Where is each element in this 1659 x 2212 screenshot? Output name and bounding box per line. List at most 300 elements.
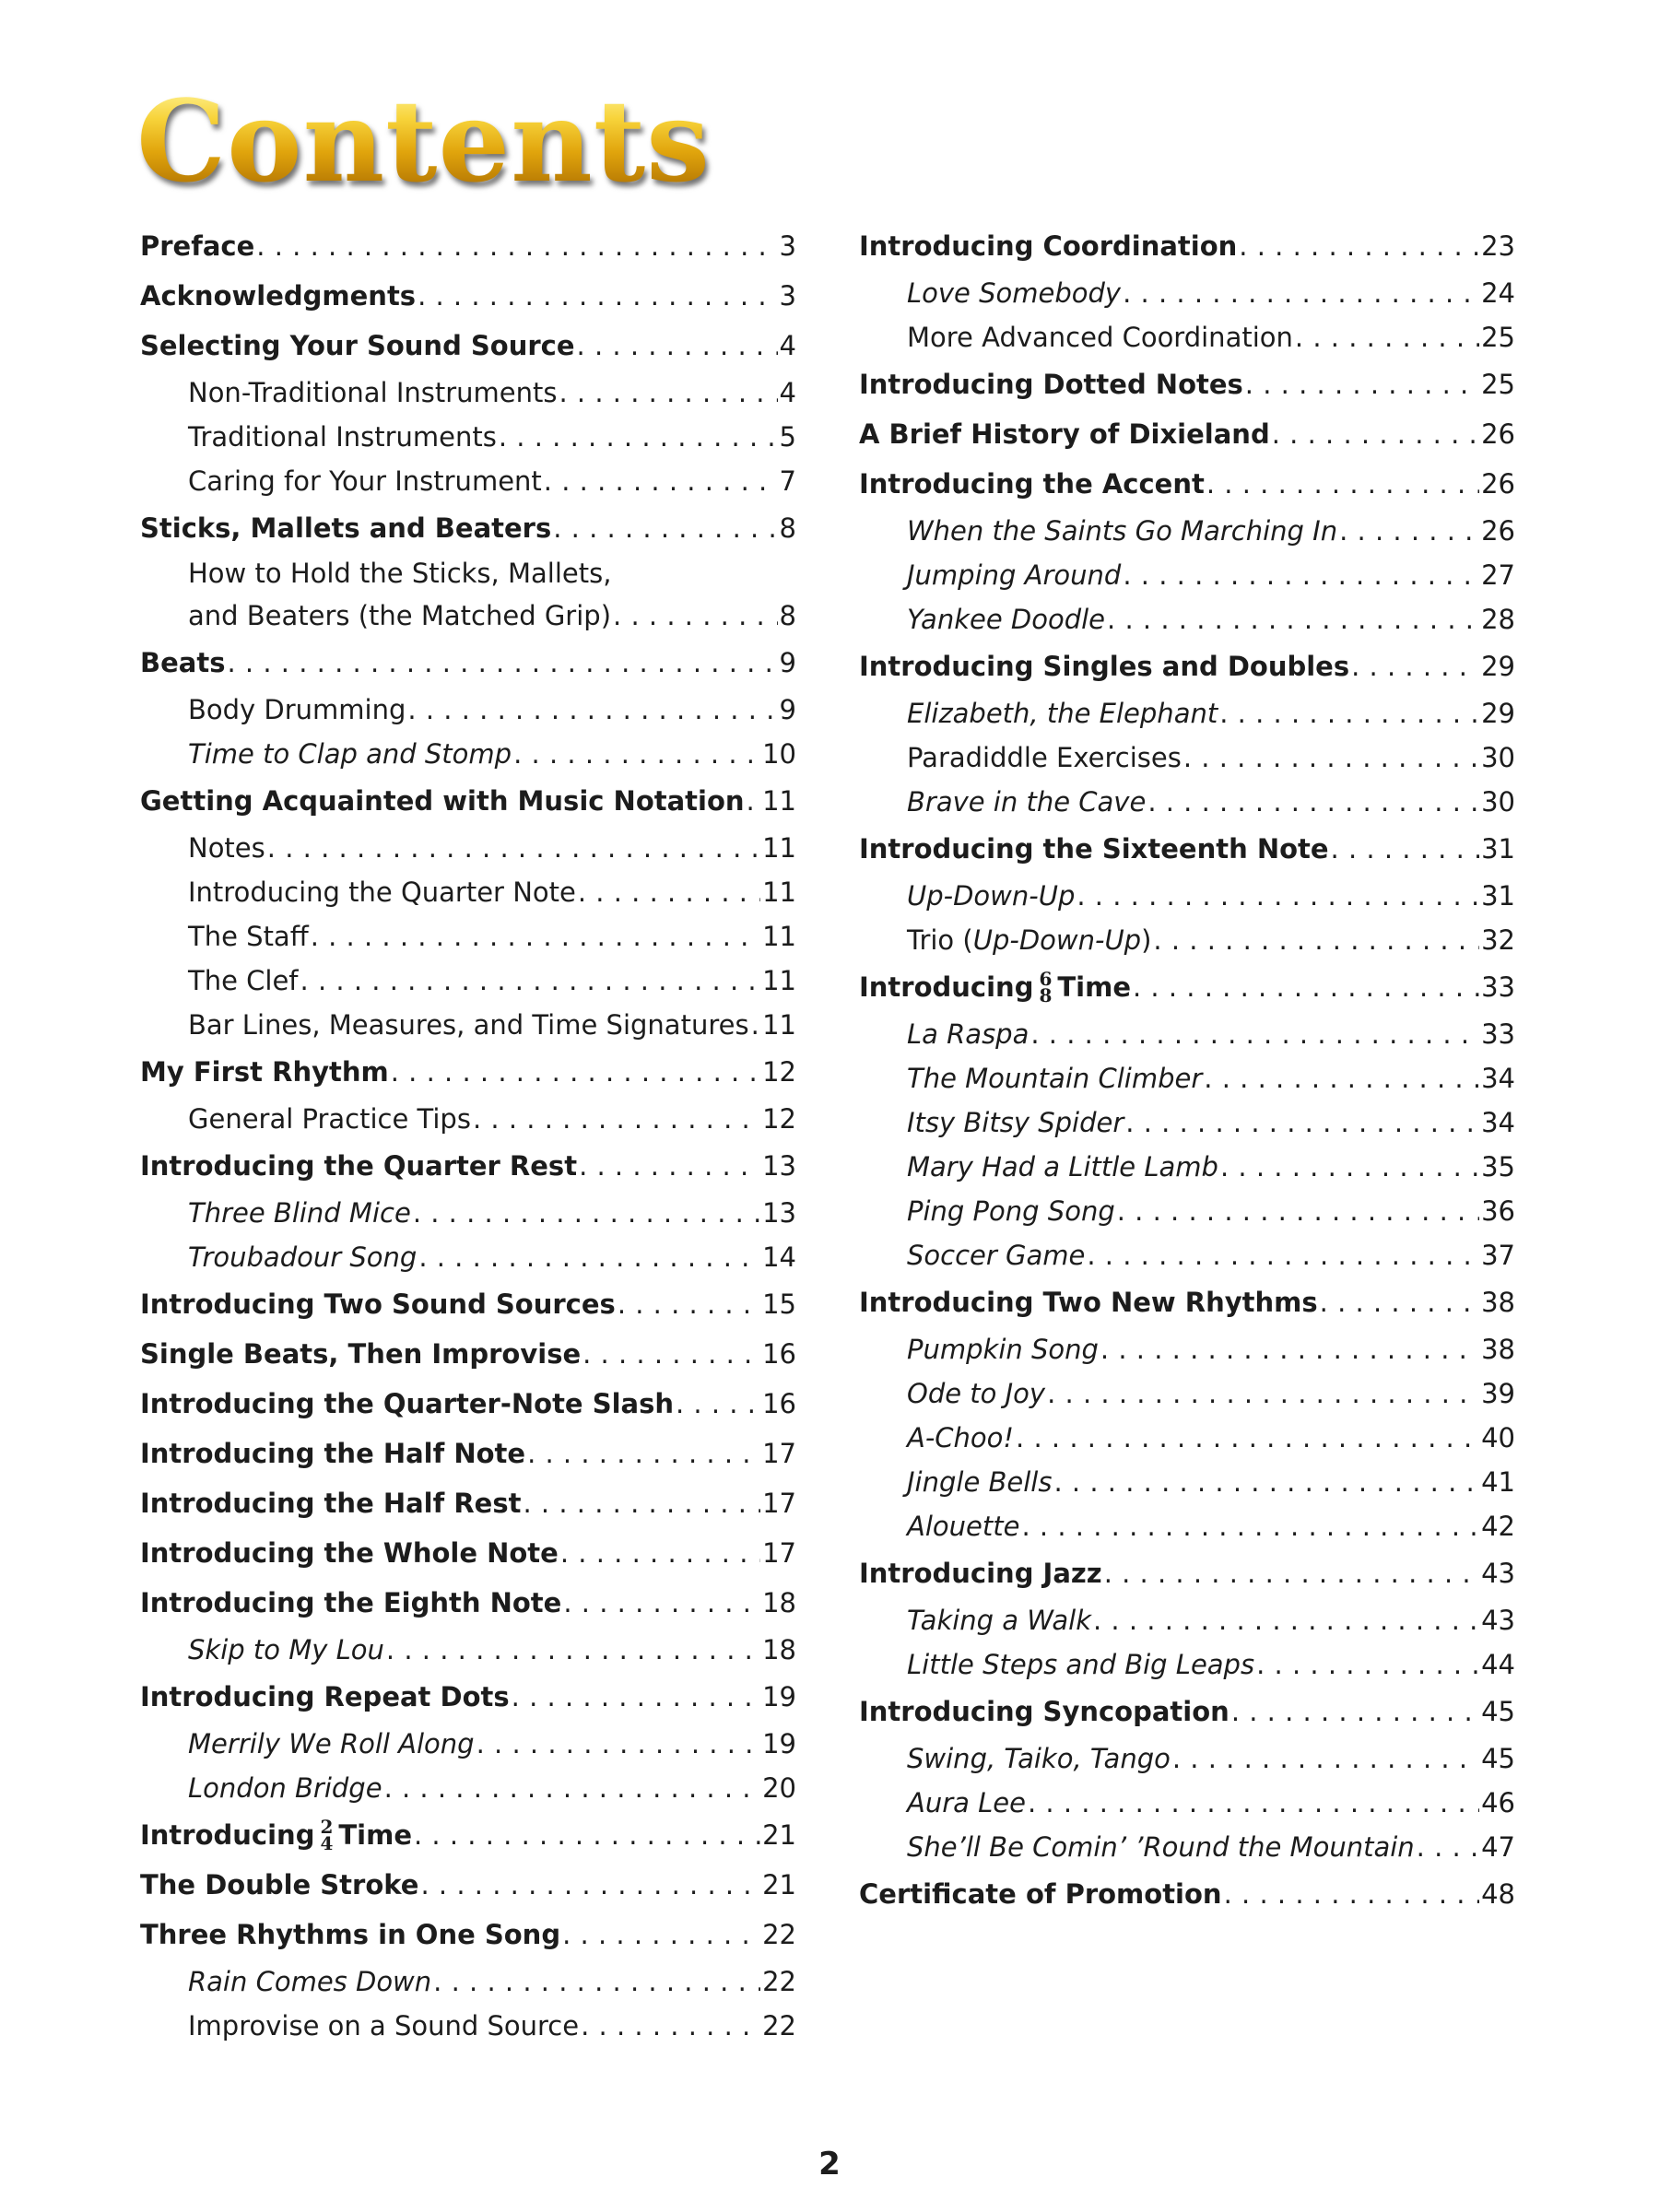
page-ref: 13 <box>762 1197 796 1229</box>
toc-entry-sub[interactable] <box>140 459 796 503</box>
entry-label: Introducing the Eighth Note <box>140 1587 562 1618</box>
entry-label: Merrily We Roll Along <box>188 1728 475 1759</box>
page-ref: 30 <box>1481 786 1515 818</box>
entry-label: La Raspa <box>907 1018 1030 1050</box>
dot-leader <box>579 1141 760 1191</box>
entry-label: Introducing Coordination <box>859 230 1238 262</box>
toc-entry-main[interactable] <box>859 221 1515 271</box>
dot-leader <box>560 1528 760 1578</box>
toc-entry-sub[interactable] <box>859 1642 1515 1687</box>
page-ref: 9 <box>779 694 796 725</box>
dot-leader <box>582 1329 760 1379</box>
page-ref: 11 <box>762 877 796 908</box>
time-signature-denominator: 4 <box>320 1832 334 1854</box>
entry-label: Alouette <box>907 1511 1020 1542</box>
toc-entry-main[interactable] <box>859 962 1515 1012</box>
toc-entry-sub[interactable] <box>140 688 796 732</box>
entry-label: Love Somebody <box>907 277 1122 309</box>
dot-leader <box>1123 553 1479 597</box>
time-signature-numerator: 6 <box>1039 968 1053 990</box>
page-ref: 34 <box>1481 1107 1515 1138</box>
toc-entry-sub[interactable] <box>859 1460 1515 1504</box>
dot-leader <box>1239 221 1479 271</box>
page-ref: 5 <box>779 421 796 453</box>
label-text: Time <box>338 1819 412 1851</box>
toc-entry-sub[interactable] <box>859 1145 1515 1189</box>
page-ref: 41 <box>1481 1466 1515 1498</box>
toc-entry-main[interactable] <box>140 221 796 271</box>
toc-entry-main[interactable] <box>859 1277 1515 1327</box>
toc-entry-main[interactable] <box>140 321 796 371</box>
dot-leader <box>1100 1327 1479 1371</box>
entry-label: A Brief History of Dixieland <box>859 418 1270 450</box>
entry-label <box>140 1810 412 1860</box>
page-ref: 21 <box>762 1869 796 1900</box>
page-ref: 20 <box>762 1772 796 1804</box>
dot-leader <box>553 503 777 553</box>
page-ref: 26 <box>1481 468 1515 500</box>
toc-entry-sub[interactable] <box>140 2004 796 2048</box>
entry-label: Paradiddle Exercises <box>907 742 1182 773</box>
entry-label: When the Saints Go Marching In <box>907 515 1338 547</box>
dot-leader <box>1053 1460 1479 1504</box>
entry-label: Jumping Around <box>907 559 1122 591</box>
entry-label: Troubadour Song <box>188 1241 418 1273</box>
dot-leader <box>1087 1233 1479 1277</box>
entry-label: Traditional Instruments <box>188 421 497 453</box>
dot-leader <box>1123 271 1479 315</box>
dot-leader <box>676 1379 760 1429</box>
toc-entry-sub[interactable] <box>859 1189 1515 1233</box>
toc-entry-sub[interactable] <box>140 415 796 459</box>
toc-entry-sub[interactable] <box>859 509 1515 553</box>
dot-leader <box>473 1097 760 1141</box>
page-ref: 4 <box>779 330 796 361</box>
dot-leader <box>1077 874 1479 918</box>
toc-entry-sub[interactable] <box>859 691 1515 735</box>
page-ref: 28 <box>1481 604 1515 635</box>
page-number: 2 <box>818 2146 841 2183</box>
toc-entry-sub[interactable] <box>859 1371 1515 1416</box>
page-ref: 26 <box>1481 418 1515 450</box>
entry-label: Up-Down-Up <box>907 880 1076 912</box>
toc-entry-sub[interactable] <box>859 1825 1515 1869</box>
entry-label: Single Beats, Then Improvise <box>140 1338 582 1370</box>
toc-entry-main[interactable] <box>140 1672 796 1722</box>
page-ref: 21 <box>762 1819 796 1851</box>
label-text: Time <box>1057 971 1131 1003</box>
page-ref: 19 <box>762 1681 796 1712</box>
page-ref: 29 <box>1481 698 1515 729</box>
dot-leader <box>499 415 778 459</box>
toc-entry-sub[interactable] <box>859 1781 1515 1825</box>
page-ref: 16 <box>762 1388 796 1419</box>
dot-leader <box>1117 1189 1479 1233</box>
dot-leader <box>477 1722 761 1766</box>
entry-label: Notes <box>188 832 265 864</box>
toc-entry-sub[interactable] <box>859 1736 1515 1781</box>
entry-label: The Staff <box>188 921 309 952</box>
dot-leader <box>414 1810 760 1860</box>
page-ref: 7 <box>779 465 796 497</box>
entry-label: Beats <box>140 647 226 678</box>
toc-entry-sub[interactable] <box>859 1504 1515 1548</box>
toc-entry-main[interactable] <box>859 824 1515 874</box>
toc-entry-sub[interactable] <box>859 1100 1515 1145</box>
page-ref: 45 <box>1481 1696 1515 1727</box>
toc-entry-sub[interactable] <box>140 826 796 870</box>
entry-label: Introducing Syncopation <box>859 1696 1230 1727</box>
entry-label: Rain Comes Down <box>188 1966 432 1997</box>
toc-entry-main[interactable] <box>140 1478 796 1528</box>
toc-entry-sub[interactable] <box>859 874 1515 918</box>
entry-label <box>907 918 1151 962</box>
dot-leader <box>1339 509 1479 553</box>
page-ref: 8 <box>779 512 796 544</box>
entry-label: Acknowledgments <box>140 280 417 312</box>
page-ref: 31 <box>1481 833 1515 865</box>
entry-label: Preface <box>140 230 255 262</box>
dot-leader <box>1030 1012 1479 1056</box>
page-ref: 42 <box>1481 1511 1515 1542</box>
toc-entry-sub[interactable] <box>140 914 796 959</box>
page-ref: 33 <box>1481 971 1515 1003</box>
entry-label: How to Hold the Sticks, Mallets, <box>188 558 612 589</box>
entry-label: Three Blind Mice <box>188 1197 411 1229</box>
dot-leader <box>1231 1687 1479 1736</box>
dot-leader <box>1016 1416 1479 1460</box>
entry-label: Yankee Doodle <box>907 604 1106 635</box>
dot-leader <box>1125 1100 1479 1145</box>
entry-label: Itsy Bitsy Spider <box>907 1107 1124 1138</box>
time-signature <box>1039 968 1053 1006</box>
entry-label: My First Rhythm <box>140 1056 389 1088</box>
toc-entry-sub[interactable] <box>859 271 1515 315</box>
page-ref: 24 <box>1481 277 1515 309</box>
toc-entry-main[interactable] <box>140 271 796 321</box>
entry-label: Skip to My Lou <box>188 1634 384 1665</box>
page-ref: 48 <box>1481 1878 1515 1910</box>
toc-entry-sub[interactable] <box>140 553 796 594</box>
toc-entry-sub[interactable] <box>859 780 1515 824</box>
toc-entry-main[interactable] <box>140 1279 796 1329</box>
toc-entry-main[interactable] <box>859 359 1515 409</box>
entry-label: Introducing the Whole Note <box>140 1537 559 1569</box>
dot-leader <box>523 1478 760 1528</box>
page-ref: 4 <box>779 377 796 408</box>
dot-leader <box>1417 1825 1479 1869</box>
entry-label: Swing, Taiko, Tango <box>907 1743 1171 1774</box>
toc-entry-sub[interactable] <box>859 553 1515 597</box>
page-ref: 23 <box>1481 230 1515 262</box>
page-ref: 44 <box>1481 1649 1515 1680</box>
toc-entry-main[interactable] <box>859 1869 1515 1919</box>
toc-entry-sub[interactable] <box>140 732 796 776</box>
dot-leader <box>1320 1277 1479 1327</box>
page-ref: 17 <box>762 1488 796 1519</box>
dot-leader <box>386 1628 760 1672</box>
entry-label: She’ll Be Comin’ ’Round the Mountain <box>907 1831 1415 1863</box>
entry-label: Soccer Game <box>907 1240 1086 1271</box>
dot-leader <box>577 321 778 371</box>
toc-entry-sub[interactable] <box>859 1327 1515 1371</box>
toc-entry-main[interactable] <box>140 1528 796 1578</box>
toc-entry-sub[interactable] <box>859 597 1515 641</box>
dot-leader <box>559 371 778 415</box>
dot-leader <box>1153 918 1479 962</box>
page-ref: 18 <box>762 1634 796 1665</box>
dot-leader <box>256 221 777 271</box>
page-ref: 14 <box>762 1241 796 1273</box>
dot-leader <box>1351 641 1479 691</box>
page-ref: 22 <box>762 2010 796 2041</box>
entry-label: Introducing Two New Rhythms <box>859 1287 1318 1318</box>
dot-leader <box>267 826 760 870</box>
entry-label: Brave in the Cave <box>907 786 1147 818</box>
toc-entry-main[interactable] <box>140 1810 796 1860</box>
entry-label: Ping Pong Song <box>907 1195 1115 1227</box>
toc-column-left <box>140 221 796 2048</box>
entry-label: Introducing Jazz <box>859 1558 1102 1589</box>
dot-leader <box>581 2004 760 2048</box>
entry-label: Caring for Your Instrument <box>188 465 542 497</box>
entry-label: Certificate of Promotion <box>859 1878 1222 1910</box>
dot-leader <box>433 1959 760 2004</box>
page-ref: 16 <box>762 1338 796 1370</box>
toc-entry-sub[interactable] <box>140 1766 796 1810</box>
entry-label: The Clef <box>188 965 299 996</box>
dot-leader <box>420 1860 760 1910</box>
toc-entry-main[interactable] <box>859 1548 1515 1598</box>
time-signature-denominator: 8 <box>1039 984 1053 1006</box>
toc-entry-main[interactable] <box>140 638 796 688</box>
toc-entry-sub[interactable] <box>140 1097 796 1141</box>
page-ref: 11 <box>762 832 796 864</box>
toc-entry-main[interactable] <box>859 641 1515 691</box>
entry-label: Introducing Singles and Doubles <box>859 651 1350 682</box>
entry-label: Sticks, Mallets and Beaters <box>140 512 552 544</box>
entry-label: Little Steps and Big Leaps <box>907 1649 1255 1680</box>
entry-label: Pumpkin Song <box>907 1334 1099 1365</box>
dot-leader <box>613 594 778 638</box>
toc-entry-main[interactable] <box>140 1910 796 1959</box>
dot-leader <box>418 271 777 321</box>
page-ref: 39 <box>1481 1378 1515 1409</box>
time-signature-numerator: 2 <box>320 1816 334 1838</box>
dot-leader <box>618 1279 760 1329</box>
toc-entry-sub[interactable] <box>140 1959 796 2004</box>
toc-entry-main[interactable] <box>140 1379 796 1429</box>
entry-label: Non-Traditional Instruments <box>188 377 558 408</box>
dot-leader <box>1220 1145 1479 1189</box>
toc-entry-main[interactable] <box>140 503 796 553</box>
dot-leader <box>513 732 760 776</box>
dot-leader <box>1028 1781 1479 1825</box>
label-text: Introducing <box>859 971 1034 1003</box>
page-ref: 22 <box>762 1919 796 1950</box>
page-ref: 26 <box>1481 515 1515 547</box>
page-ref: 17 <box>762 1537 796 1569</box>
toc-entry-main[interactable] <box>140 1047 796 1097</box>
toc-entry-sub[interactable] <box>140 371 796 415</box>
toc-entry-main[interactable] <box>859 409 1515 459</box>
page-ref: 19 <box>762 1728 796 1759</box>
page-ref: 46 <box>1481 1787 1515 1818</box>
page-ref: 22 <box>762 1966 796 1997</box>
toc-entry-main[interactable] <box>140 1329 796 1379</box>
dot-leader <box>563 1578 760 1628</box>
page-ref: 37 <box>1481 1240 1515 1271</box>
entry-label: A-Choo! <box>907 1422 1015 1453</box>
toc-entry-sub[interactable] <box>140 1628 796 1672</box>
toc-entry-sub[interactable] <box>140 959 796 1003</box>
toc-entry-sub[interactable] <box>859 735 1515 780</box>
page-ref: 38 <box>1481 1334 1515 1365</box>
toc-entry-main[interactable] <box>140 1860 796 1910</box>
dot-leader <box>407 688 777 732</box>
toc-entry-main[interactable] <box>859 1687 1515 1736</box>
toc-entry-sub[interactable] <box>140 1191 796 1235</box>
dot-leader <box>1133 962 1479 1012</box>
dot-leader <box>1204 1056 1479 1100</box>
entry-label: Introducing Dotted Notes <box>859 369 1243 400</box>
page-ref: 10 <box>762 738 796 770</box>
page-ref: 32 <box>1481 924 1515 956</box>
page-ref: 29 <box>1481 651 1515 682</box>
toc-entry-sub[interactable] <box>859 1056 1515 1100</box>
dot-leader <box>1219 691 1479 735</box>
toc-entry-sub[interactable] <box>859 918 1515 962</box>
entry-label: Getting Acquainted with Music Notation <box>140 785 745 817</box>
entry-label: Taking a Walk <box>907 1605 1091 1636</box>
page-ref: 34 <box>1481 1063 1515 1094</box>
page-ref: 11 <box>762 785 796 817</box>
dot-leader <box>1206 459 1479 509</box>
page-ref: 31 <box>1481 880 1515 912</box>
entry-label: Jingle Bells <box>907 1466 1053 1498</box>
entry-label: Aura Lee <box>907 1787 1026 1818</box>
entry-label <box>859 962 1131 1012</box>
dot-leader <box>751 1003 761 1047</box>
label-text: Introducing <box>140 1819 315 1851</box>
entry-label: Introducing the Quarter Note <box>188 877 576 908</box>
toc-entry-main[interactable] <box>140 1141 796 1191</box>
page-ref: 43 <box>1481 1558 1515 1589</box>
toc-entry-sub[interactable] <box>859 1012 1515 1056</box>
dot-leader <box>578 870 760 914</box>
dot-leader <box>227 638 777 688</box>
label-text: ) <box>1141 924 1152 956</box>
entry-label: More Advanced Coordination <box>907 322 1293 353</box>
entry-label: and Beaters (the Matched Grip) <box>188 600 612 631</box>
time-signature <box>320 1818 333 1852</box>
dot-leader <box>1147 780 1479 824</box>
dot-leader <box>1272 409 1479 459</box>
entry-label: Introducing the Quarter-Note Slash <box>140 1388 674 1419</box>
page-ref: 12 <box>762 1056 796 1088</box>
page-ref: 47 <box>1481 1831 1515 1863</box>
toc-entry-sub[interactable] <box>140 594 796 638</box>
toc-entry-sub[interactable] <box>859 1233 1515 1277</box>
page-ref: 11 <box>762 965 796 996</box>
label-text: Trio ( <box>907 924 973 956</box>
dot-leader <box>1021 1504 1479 1548</box>
toc-entry-main[interactable] <box>859 459 1515 509</box>
toc-entry-sub[interactable] <box>859 1416 1515 1460</box>
dot-leader <box>418 1235 760 1279</box>
page-ref: 12 <box>762 1103 796 1135</box>
entry-label: Introducing the Accent <box>859 468 1205 500</box>
page-ref: 43 <box>1481 1605 1515 1636</box>
toc-entry-main[interactable] <box>140 776 796 826</box>
dot-leader <box>1093 1598 1479 1642</box>
dot-leader <box>1107 597 1479 641</box>
dot-leader <box>384 1766 761 1810</box>
entry-label: Selecting Your Sound Source <box>140 330 575 361</box>
page-ref: 3 <box>779 280 796 312</box>
toc-entry-sub[interactable] <box>140 1722 796 1766</box>
entry-label: General Practice Tips <box>188 1103 471 1135</box>
dot-leader <box>1224 1869 1480 1919</box>
entry-label: Introducing Two Sound Sources <box>140 1288 616 1320</box>
toc-entry-sub[interactable] <box>859 315 1515 359</box>
page-ref: 35 <box>1481 1151 1515 1182</box>
entry-label: Bar Lines, Measures, and Time Signatures <box>188 1009 749 1041</box>
page-ref: 45 <box>1481 1743 1515 1774</box>
entry-label: Introducing the Half Rest <box>140 1488 522 1519</box>
dot-leader <box>1331 824 1480 874</box>
page-ref: 30 <box>1481 742 1515 773</box>
toc-entry-sub[interactable] <box>140 1235 796 1279</box>
page-ref: 33 <box>1481 1018 1515 1050</box>
toc-entry-main[interactable] <box>140 1578 796 1628</box>
page-ref: 13 <box>762 1150 796 1182</box>
page-ref: 11 <box>762 921 796 952</box>
toc-entry-sub[interactable] <box>859 1598 1515 1642</box>
dot-leader <box>1245 359 1479 409</box>
page-title: Contents <box>136 75 711 207</box>
toc-entry-main[interactable] <box>140 1429 796 1478</box>
entry-label: Introducing the Quarter Rest <box>140 1150 578 1182</box>
entry-label: Introducing the Half Note <box>140 1438 526 1469</box>
page-ref: 18 <box>762 1587 796 1618</box>
dot-leader <box>1295 315 1479 359</box>
page-ref: 8 <box>779 600 796 631</box>
page-ref: 17 <box>762 1438 796 1469</box>
entry-label: Ode to Joy <box>907 1378 1046 1409</box>
entry-label: Time to Clap and Stomp <box>188 738 512 770</box>
toc-entry-sub[interactable] <box>140 1003 796 1047</box>
entry-label: The Mountain Climber <box>907 1063 1203 1094</box>
label-text-italic: Up-Down-Up <box>972 924 1142 956</box>
dot-leader <box>512 1672 760 1722</box>
page-ref: 25 <box>1481 322 1515 353</box>
toc-entry-sub[interactable] <box>140 870 796 914</box>
entry-label: Body Drumming <box>188 694 406 725</box>
dot-leader <box>391 1047 760 1097</box>
entry-label: London Bridge <box>188 1772 382 1804</box>
page-ref: 9 <box>779 647 796 678</box>
dot-leader <box>413 1191 760 1235</box>
toc-column-right <box>859 221 1515 1919</box>
dot-leader <box>1172 1736 1479 1781</box>
dot-leader <box>1256 1642 1479 1687</box>
entry-label: Three Rhythms in One Song <box>140 1919 561 1950</box>
dot-leader <box>1104 1548 1479 1598</box>
dot-leader <box>527 1429 760 1478</box>
entry-label: Improvise on a Sound Source <box>188 2010 580 2041</box>
entry-label: The Double Stroke <box>140 1869 419 1900</box>
